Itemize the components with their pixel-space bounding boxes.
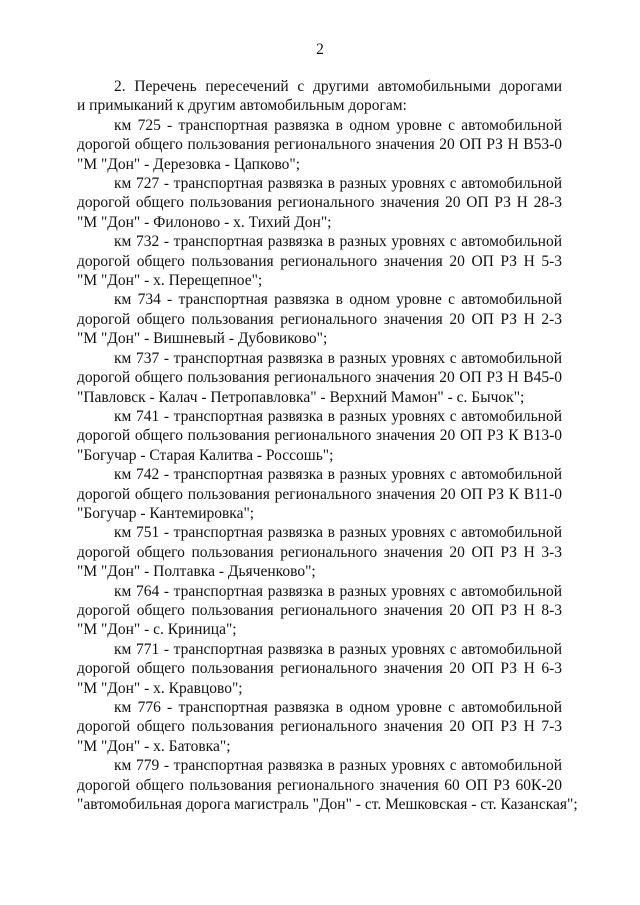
- list-item-line: "М "Дон" - Филоново - х. Тихий Дон";: [77, 213, 332, 231]
- page-number: 2: [316, 41, 324, 58]
- list-item-km-741: [77, 407, 562, 465]
- list-item-line: "М "Дон" - х. Перещепное";: [77, 272, 263, 290]
- list-item-line: "М "Дон" - х. Батовка";: [77, 737, 231, 755]
- list-item-line: км 764 - транспортная развязка в разных уровнях с автомобильной: [114, 582, 562, 600]
- list-item-line: км 779 - транспортная развязка в разных уровнях с автомобильной: [114, 757, 562, 775]
- list-item-line: "М "Дон" - х. Кравцово";: [77, 679, 243, 697]
- list-item-line: км 771 - транспортная развязка в разных уровнях с автомобильной: [114, 640, 562, 658]
- list-item-line: дорогой общего пользования регионального значения 20 ОП РЗ Н 28-3: [77, 194, 562, 212]
- list-item-km-725: [77, 116, 562, 174]
- document-body: [77, 77, 578, 814]
- list-item-line: км 751 - транспортная развязка в разных уровнях с автомобильной: [114, 524, 562, 542]
- list-item-line: "М "Дон" - с. Криница";: [77, 621, 237, 639]
- list-item-line: км 741 - транспортная развязка в разных уровнях с автомобильной: [114, 407, 562, 425]
- list-item-km-764: [77, 582, 562, 640]
- list-item-km-771: [77, 640, 562, 698]
- list-item-km-727: [77, 174, 562, 232]
- list-item-line: дорогой общего пользования регионального значения 20 ОП РЗ Н 6-3: [77, 660, 562, 678]
- list-item-line: дорогой общего пользования регионального значения 20 ОП РЗ Н В53-0: [77, 136, 562, 154]
- list-item-line: "Павловск - Калач - Петропавловка" - Верхний Мамон" - с. Бычок";: [77, 388, 525, 406]
- list-item-line: км 742 - транспортная развязка в разных уровнях с автомобильной: [114, 466, 562, 484]
- list-item-line: км 727 - транспортная развязка в разных уровнях с автомобильной: [114, 175, 562, 193]
- list-item-km-751: [77, 523, 562, 581]
- list-item-line: дорогой общего пользования регионального значения 20 ОП РЗ Н 3-3: [77, 543, 562, 561]
- list-item-line: "автомобильная дорога магистраль "Дон" - ст. Мешковская - ст. Казанская";: [77, 796, 578, 814]
- section-heading: [77, 77, 562, 116]
- list-item-line: "М "Дон" - Полтавка - Дьяченково";: [77, 563, 316, 581]
- list-item-line: км 734 - транспортная развязка в одном уровне с автомобильной: [114, 291, 562, 309]
- list-item-km-742: [77, 465, 562, 523]
- list-item-line: дорогой общего пользования регионального значения 60 ОП РЗ 60К-20: [77, 776, 562, 794]
- list-item-line: дорогой общего пользования регионального значения 20 ОП РЗ Н 5-3: [77, 252, 562, 270]
- list-item-line: дорогой общего пользования регионального значения 20 ОП РЗ Н В45-0: [77, 369, 562, 387]
- list-item-line: дорогой общего пользования регионального значения 20 ОП РЗ Н 2-3: [77, 310, 562, 328]
- list-item-line: км 776 - транспортная развязка в одном уровне с автомобильной: [114, 699, 562, 716]
- list-item-km-734: [77, 290, 562, 348]
- list-item-km-737: [77, 349, 562, 407]
- list-item-line: км 737 - транспортная развязка в разных уровнях с автомобильной: [114, 349, 562, 367]
- list-item-line: дорогой общего пользования регионального значения 20 ОП РЗ К В11-0: [77, 485, 562, 503]
- list-item-line: км 732 - транспортная развязка в разных уровнях с автомобильной: [114, 233, 562, 251]
- section-heading-line-1: 2. Перечень пересечений с другими автомобильными дорогами: [114, 78, 562, 95]
- list-item-line: "М "Дон" - Вишневый - Дубовиково";: [77, 330, 328, 348]
- list-item-km-732: [77, 232, 562, 290]
- list-item-line: "М "Дон" - Дерезовка - Цапково";: [77, 155, 301, 173]
- list-item-line: дорогой общего пользования регионального значения 20 ОП РЗ Н 8-3: [77, 601, 562, 619]
- list-item-km-776: [77, 698, 562, 756]
- section-heading-line-2: и примыканий к другим автомобильным дорогам:: [77, 97, 407, 115]
- list-item-line: дорогой общего пользования регионального значения 20 ОП РЗ К В13-0: [77, 427, 562, 445]
- list-item-line: "Богучар - Старая Калитва - Россошь";: [77, 446, 334, 464]
- list-item-line: "Богучар - Кантемировка";: [77, 504, 255, 522]
- list-item-line: дорогой общего пользования регионального значения 20 ОП РЗ Н 7-3: [77, 718, 562, 736]
- list-item-line: км 725 - транспортная развязка в одном уровне с автомобильной: [114, 116, 562, 134]
- list-item-km-779: [77, 756, 578, 814]
